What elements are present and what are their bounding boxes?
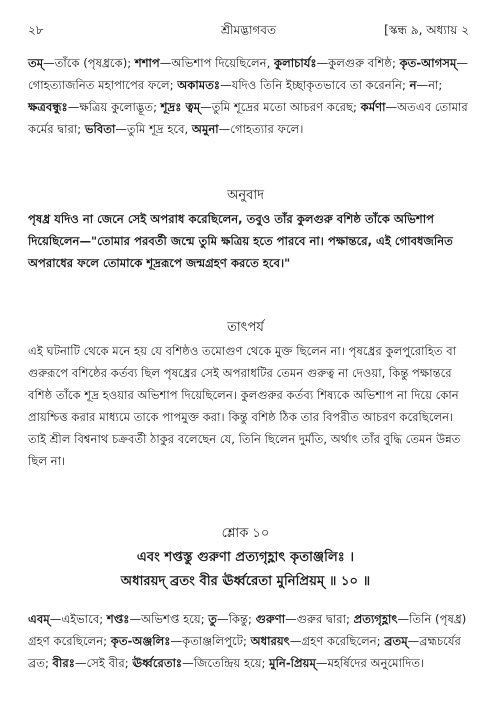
- sanskrit-word: শশাপ: [134, 56, 160, 70]
- word-meaning: —যদিও তিনি ইচ্ছাকৃতভাবে তা করেননি;: [220, 78, 410, 92]
- word-meaning: —তিনি (পৃষধ্র) গ্রহণ করেছিলেন;: [28, 612, 467, 648]
- sanskrit-word: কুলাচার্যঃ: [273, 56, 317, 70]
- word-meaning: —গুরুর দ্বারা;: [285, 612, 354, 626]
- chapter-reference: [স্কন্ধ ৯, অধ্যায় ২: [384, 23, 469, 37]
- word-meaning: —তুমি শূদ্র হবে,: [115, 122, 192, 136]
- sanskrit-word: ক্ষত্রবন্ধুঃ: [28, 100, 68, 114]
- word-meaning: —কুলগুরু বশিষ্ঠ;: [316, 56, 400, 70]
- sanskrit-word: অধারয়ৎ: [250, 634, 290, 648]
- synonyms-paragraph: [28, 52, 470, 140]
- word-meaning: —কিন্তু;: [217, 612, 256, 626]
- word-meaning: —গ্রহণ করেছিলেন;: [289, 634, 385, 648]
- word-meaning: —জিতেন্দ্রিয় হয়ে;: [182, 656, 270, 670]
- purport-text: এই ঘটনাটি থেকে মনে হয় যে বশিষ্ঠও তমোগুণ থেকে মুক্ত ছিলেন না। পৃষধ্রের কুলপুরোহিত বা গুরুরূপে বশিষ্ঠের কর্তব্য ছিল পৃষধ্রের সেই অপরাধটির তেমন গুরুত্ব না দেওয়া, কিন্তু পক্ষান্তরে বশিষ্ঠ তাঁকে শূদ্র হওয়ার অভিশাপ দিয়েছিলেন। কুলগুরুর কর্তব্য শিষ্যকে অভিশাপ না দিয়ে কোন প্রায়শ্চিত্ত করার মাধ্যমে তাকে পাপমুক্ত করা। কিন্তু বশিষ্ঠ ঠিক তার বিপরীত আচরণ করেছিলেন। তাই শ্রীল বিশ্বনাথ চক্রবর্তী ঠাকুর বলেছেন যে, তিনি ছিলেন দুর্মতি, অর্থাৎ তাঁর বুদ্ধি তেমন উন্নত ছিল না।: [28, 344, 461, 468]
- sanskrit-word: মুনি-প্রিয়ম্: [269, 656, 316, 670]
- word-meaning: —গোহত্যাজনিত মহাপাপের ফলে;: [28, 56, 468, 92]
- sanskrit-word: তম্: [28, 56, 44, 70]
- synonyms-top: [28, 52, 470, 140]
- synonyms-paragraph: [28, 608, 470, 674]
- word-meaning: —অভিশপ্ত হয়ে;: [129, 612, 209, 626]
- word-meaning: —কৃতাঞ্জলিপুটে;: [170, 634, 251, 648]
- sanskrit-word: গুরুণা: [255, 612, 286, 626]
- verse-label: শ্লোক ১০: [221, 526, 270, 541]
- sanskrit-word: তু: [208, 612, 217, 626]
- word-meaning: —ক্ষত্রিয় কুলোদ্ভূত;: [67, 100, 161, 114]
- word-meaning: —তাঁকে (পৃষধ্রকে);: [43, 56, 135, 70]
- book-title: শ্রীমদ্ভাগবত: [220, 23, 276, 37]
- word-meaning: —তুমি শূদ্রের মতো আচরণ করেছ;: [200, 100, 361, 114]
- translation-text: পৃষধ্র যদিও না জেনে সেই অপরাধ করেছিলেন, তবুও তাঁর কুলগুরু বশিষ্ঠ তাঁকে অভিশাপ দিয়েছিলেন—"তোমার পরবর্তী জন্মে তুমি ক্ষত্রিয় হতে পারবে না। পক্ষান্তরে, এই গোবধজনিত অপরাধের ফলে তোমাকে শূদ্ররূপে জন্মগ্রহণ করতে হবে।": [28, 212, 453, 270]
- word-meaning: —না;: [416, 78, 443, 92]
- sanskrit-word: বীরঃ: [52, 656, 75, 670]
- word-meaning: —গোহত্যার ফলে।: [218, 122, 304, 136]
- synonyms-bottom: [28, 608, 470, 674]
- verse-text: [0, 546, 491, 594]
- sanskrit-word: কৃত-অঞ্জলিঃ: [110, 634, 171, 648]
- translation-block: [28, 208, 470, 274]
- sanskrit-word: শপ্তঃ: [106, 612, 130, 626]
- sanskrit-word: প্রত্যগৃহ্ণাৎ: [353, 612, 398, 626]
- purport-heading: তাৎপর্য: [227, 320, 264, 335]
- sanskrit-word: ঊর্ধ্বরেতাঃ: [132, 656, 183, 670]
- translation-heading: অনুবাদ: [227, 188, 264, 203]
- sanskrit-word: ব্রতম্: [384, 634, 408, 648]
- word-meaning: —অতএব তোমার কর্মের দ্বারা;: [28, 100, 468, 136]
- word-meaning: —ব্রহ্মচর্যের ব্রত;: [28, 634, 461, 670]
- verse-line-2: অধারয়দ্ ব্রতং বীর ঊর্ধ্বরেতা মুনিপ্রিয়ম্ ॥ ১০ ॥: [120, 574, 371, 589]
- purport-block: [28, 340, 470, 472]
- sanskrit-word: ন: [409, 78, 417, 92]
- sanskrit-word: এবম্: [28, 612, 50, 626]
- word-meaning: —মহর্ষিদের অনুমোদিত।: [315, 656, 425, 670]
- sanskrit-word: ভবিতা: [84, 122, 116, 136]
- word-meaning: —সেই বীর;: [74, 656, 133, 670]
- running-header: [28, 22, 469, 40]
- word-meaning: —অভিশাপ দিয়েছিলেন,: [159, 56, 274, 70]
- sanskrit-word: অকামতঃ: [177, 78, 221, 92]
- verse-line-1: এবং শপ্তস্তু গুরুণা প্রত্যগৃহ্ণাৎ কৃতাঞ্জলিঃ ।: [136, 550, 355, 565]
- page-number: ২৮: [28, 23, 44, 37]
- sanskrit-word: শূদ্রঃ ত্বম্: [160, 100, 201, 114]
- sanskrit-word: কর্মণা: [360, 100, 386, 114]
- word-meaning: —এইভাবে;: [49, 612, 107, 626]
- sanskrit-word: অমুনা: [191, 122, 219, 136]
- sanskrit-word: কৃত-আগসম্: [399, 56, 457, 70]
